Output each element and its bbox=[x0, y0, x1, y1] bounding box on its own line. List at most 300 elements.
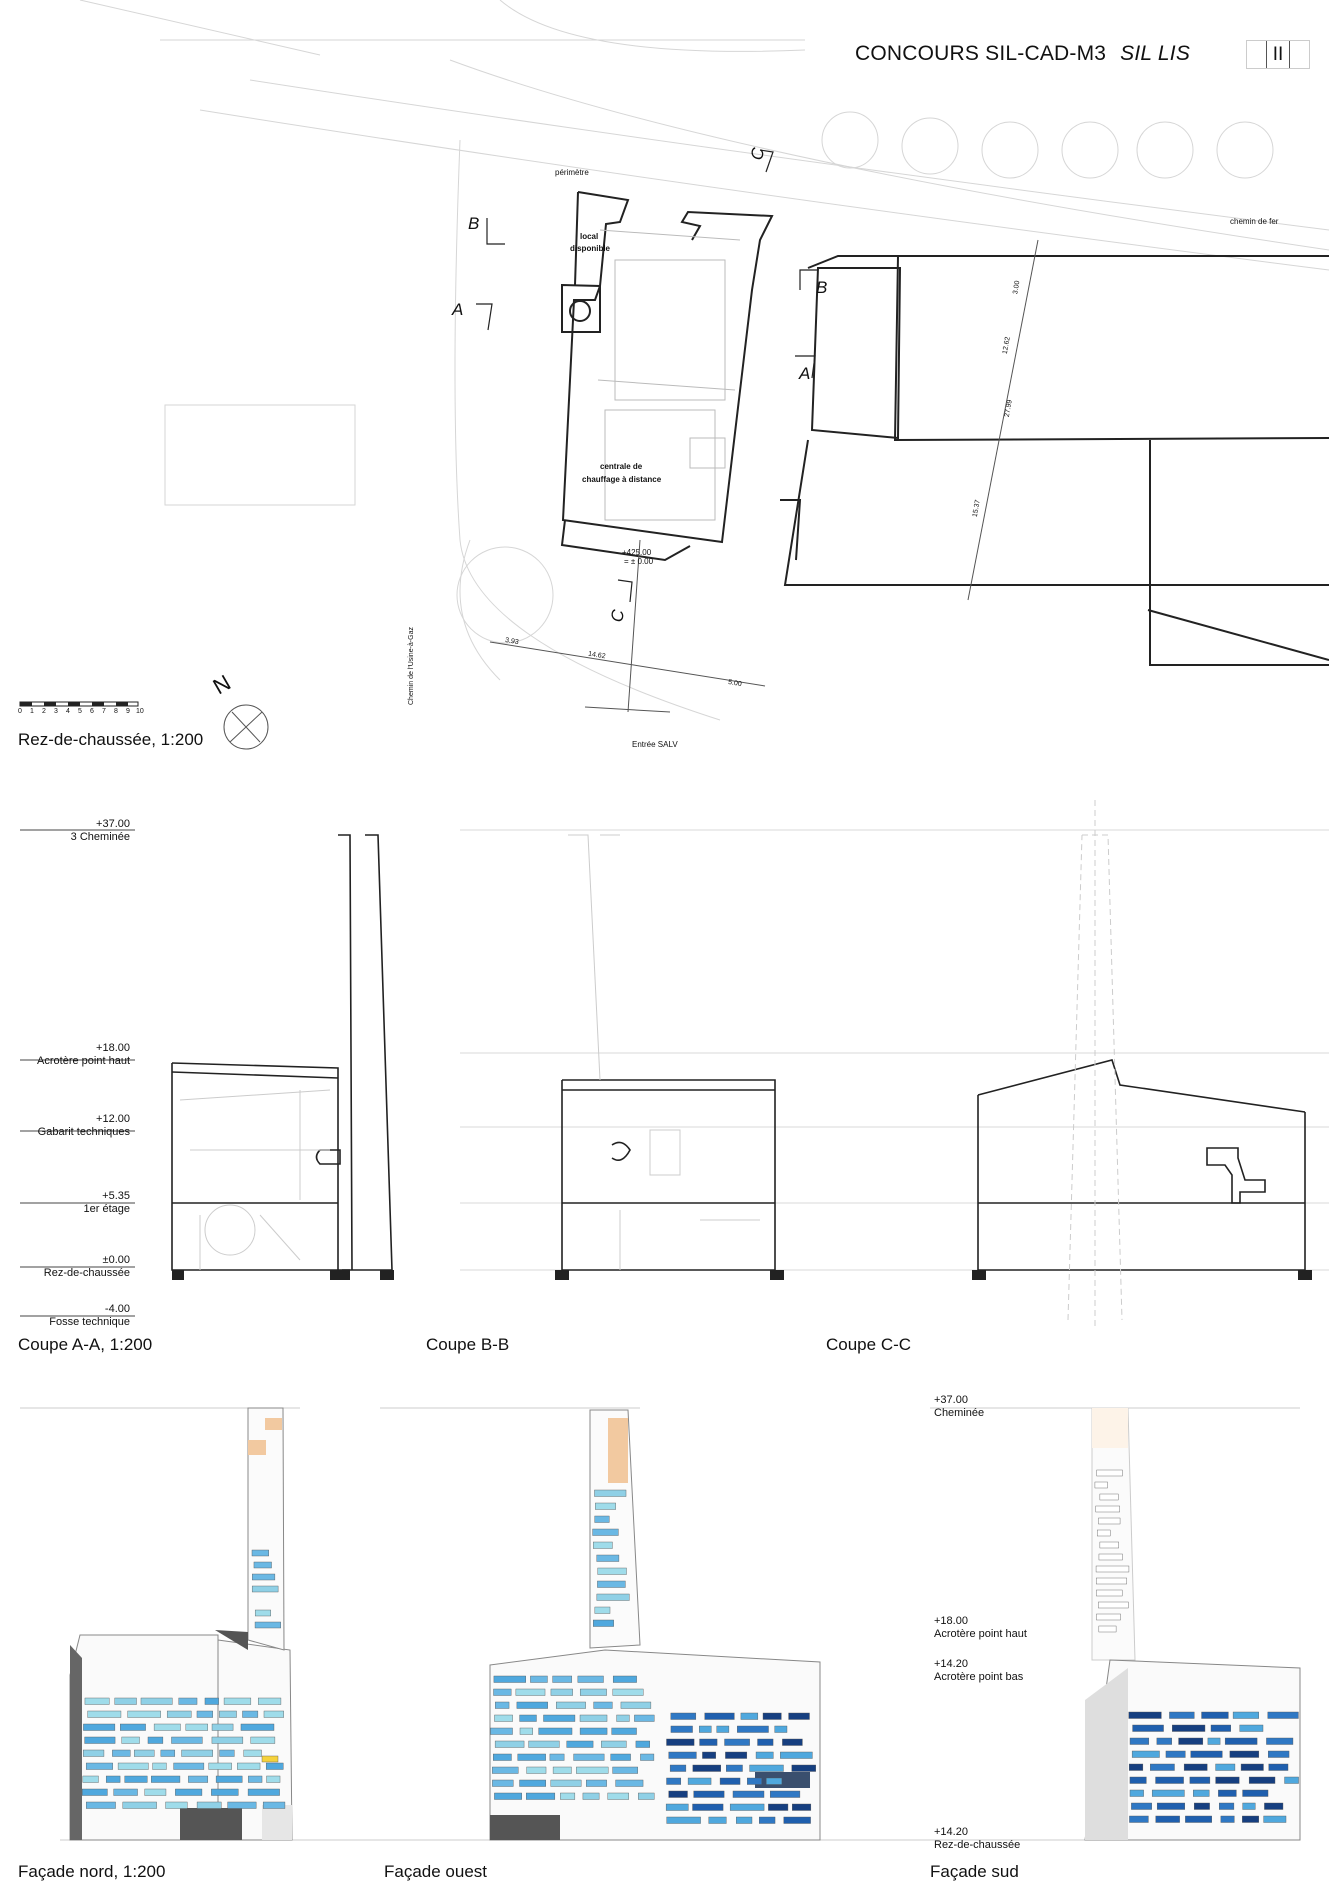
window bbox=[613, 1689, 643, 1696]
window bbox=[733, 1791, 764, 1798]
scale-tick: 8 bbox=[114, 708, 118, 715]
level-fosse: -4.00 Fosse technique bbox=[49, 1303, 130, 1328]
window bbox=[115, 1698, 137, 1705]
window bbox=[1129, 1712, 1162, 1719]
window bbox=[576, 1767, 608, 1774]
window bbox=[1132, 1751, 1159, 1758]
window bbox=[671, 1713, 696, 1720]
window bbox=[86, 1763, 113, 1770]
window bbox=[551, 1689, 573, 1696]
window bbox=[197, 1802, 221, 1809]
window bbox=[1211, 1725, 1231, 1732]
window bbox=[255, 1622, 281, 1628]
plan-caption: Rez-de-chaussée, 1:200 bbox=[18, 730, 204, 749]
window bbox=[106, 1776, 120, 1783]
window bbox=[636, 1741, 650, 1748]
window bbox=[1194, 1803, 1209, 1810]
window bbox=[83, 1750, 104, 1757]
window bbox=[601, 1741, 626, 1748]
window bbox=[717, 1726, 729, 1733]
window bbox=[212, 1724, 233, 1731]
window bbox=[492, 1780, 513, 1787]
window bbox=[526, 1793, 555, 1800]
dim-5-00: 5.00 bbox=[727, 678, 743, 689]
label-altitude-zero: = ± 0.00 bbox=[624, 557, 654, 566]
window bbox=[86, 1802, 115, 1809]
label-chemin-usine: Chemin de l'Usine-à-Gaz bbox=[408, 627, 415, 705]
window bbox=[586, 1780, 606, 1787]
section-cc-drawing bbox=[978, 1060, 1305, 1270]
scale-bar-labels bbox=[18, 708, 148, 718]
window bbox=[613, 1676, 636, 1683]
scale-tick: 2 bbox=[42, 708, 46, 715]
dimension-lines bbox=[490, 240, 1038, 712]
window bbox=[595, 1503, 615, 1510]
window bbox=[1100, 1542, 1119, 1548]
window bbox=[789, 1713, 810, 1720]
window bbox=[726, 1765, 742, 1772]
window bbox=[1264, 1803, 1283, 1810]
project-name: SIL LIS bbox=[1120, 42, 1191, 65]
window bbox=[780, 1752, 812, 1759]
window bbox=[1157, 1738, 1172, 1745]
label-altitude: +425.00 bbox=[622, 548, 652, 557]
window bbox=[518, 1754, 546, 1761]
window bbox=[1095, 1482, 1108, 1488]
window bbox=[1156, 1816, 1180, 1823]
window bbox=[1130, 1738, 1149, 1745]
window bbox=[1264, 1816, 1286, 1823]
window bbox=[741, 1713, 758, 1720]
window bbox=[594, 1490, 626, 1497]
window bbox=[725, 1739, 750, 1746]
north-label: N bbox=[208, 669, 235, 700]
dim-15-37: 15.37 bbox=[971, 499, 982, 518]
window bbox=[611, 1754, 631, 1761]
window bbox=[1097, 1530, 1110, 1536]
window bbox=[759, 1817, 775, 1824]
window bbox=[83, 1776, 99, 1783]
window bbox=[1129, 1764, 1143, 1771]
window bbox=[145, 1789, 166, 1796]
window bbox=[669, 1791, 688, 1798]
window bbox=[1179, 1738, 1203, 1745]
window bbox=[1230, 1751, 1259, 1758]
window bbox=[1243, 1803, 1256, 1810]
window bbox=[82, 1789, 107, 1796]
window bbox=[188, 1776, 207, 1783]
window bbox=[242, 1711, 257, 1718]
window bbox=[166, 1802, 188, 1809]
window bbox=[709, 1817, 727, 1824]
window bbox=[490, 1728, 512, 1735]
window bbox=[593, 1542, 612, 1549]
window bbox=[693, 1804, 724, 1811]
dim-12-62: 12.62 bbox=[1001, 336, 1012, 355]
window bbox=[1218, 1790, 1236, 1797]
facade-level-acrotere-haut: +18.00 Acrotère point haut bbox=[934, 1615, 1027, 1640]
window bbox=[1185, 1816, 1211, 1823]
window bbox=[1221, 1816, 1234, 1823]
window bbox=[550, 1754, 564, 1761]
window bbox=[251, 1737, 275, 1744]
window bbox=[580, 1715, 607, 1722]
facade-level-rez: +14.20 Rez-de-chaussée bbox=[934, 1826, 1021, 1851]
window bbox=[775, 1726, 787, 1733]
window bbox=[237, 1763, 260, 1770]
window bbox=[492, 1767, 518, 1774]
window bbox=[211, 1789, 238, 1796]
window bbox=[495, 1741, 524, 1748]
window bbox=[520, 1728, 533, 1735]
window bbox=[228, 1802, 257, 1809]
site-context-lines bbox=[80, 0, 1329, 720]
window bbox=[1172, 1725, 1205, 1732]
window bbox=[88, 1711, 121, 1718]
window bbox=[254, 1562, 272, 1568]
window bbox=[670, 1765, 686, 1772]
level-guides bbox=[460, 830, 1329, 1270]
window bbox=[612, 1728, 637, 1735]
scale-tick: 5 bbox=[78, 708, 82, 715]
scale-tick: 3 bbox=[54, 708, 58, 715]
window bbox=[617, 1715, 630, 1722]
window bbox=[494, 1689, 512, 1696]
window bbox=[693, 1765, 721, 1772]
window bbox=[527, 1767, 546, 1774]
window bbox=[216, 1776, 242, 1783]
window bbox=[174, 1763, 204, 1770]
window bbox=[768, 1804, 788, 1811]
window bbox=[1233, 1712, 1259, 1719]
window bbox=[1241, 1764, 1263, 1771]
window bbox=[782, 1739, 802, 1746]
window bbox=[85, 1698, 109, 1705]
window bbox=[595, 1516, 610, 1523]
window bbox=[621, 1702, 651, 1709]
caption-coupe-bb: Coupe B-B bbox=[426, 1335, 510, 1354]
window bbox=[638, 1793, 654, 1800]
scale-tick: 7 bbox=[102, 708, 106, 715]
window bbox=[1249, 1777, 1275, 1784]
window bbox=[1152, 1790, 1184, 1797]
level-lines bbox=[20, 830, 135, 1316]
caption-coupe-cc: Coupe C-C bbox=[826, 1335, 912, 1354]
section-cc-footings bbox=[972, 1270, 1312, 1280]
window bbox=[1096, 1614, 1120, 1620]
window bbox=[560, 1793, 574, 1800]
window bbox=[1098, 1602, 1128, 1608]
window bbox=[241, 1724, 274, 1731]
section-mark-c-north: C bbox=[747, 146, 768, 162]
dim-3-93: 3.93 bbox=[504, 636, 520, 647]
window bbox=[258, 1698, 281, 1705]
window bbox=[175, 1789, 202, 1796]
window bbox=[580, 1689, 606, 1696]
window bbox=[520, 1780, 546, 1787]
window bbox=[553, 1767, 571, 1774]
window bbox=[182, 1750, 213, 1757]
window bbox=[1099, 1554, 1122, 1560]
section-aa-interior bbox=[180, 1090, 330, 1270]
window bbox=[123, 1802, 157, 1809]
window bbox=[1193, 1790, 1209, 1797]
window bbox=[1184, 1764, 1207, 1771]
window bbox=[219, 1711, 236, 1718]
level-1er-etage: +5.35 1er étage bbox=[83, 1190, 130, 1215]
level-acrotere: +18.00 Acrotère point haut bbox=[37, 1042, 130, 1067]
window bbox=[85, 1737, 115, 1744]
north-arrow bbox=[224, 705, 268, 749]
section-mark-c-south: C bbox=[607, 608, 628, 624]
facade-ouest-drawing bbox=[490, 1410, 820, 1840]
window bbox=[544, 1715, 575, 1722]
window bbox=[725, 1752, 746, 1759]
window bbox=[1130, 1777, 1146, 1784]
window bbox=[756, 1752, 773, 1759]
level-cheminee: +37.00 3 Cheminée bbox=[70, 818, 130, 843]
window bbox=[516, 1689, 545, 1696]
window bbox=[580, 1728, 607, 1735]
window bbox=[252, 1574, 275, 1580]
window bbox=[495, 1702, 509, 1709]
scale-tick: 4 bbox=[66, 708, 70, 715]
window bbox=[1242, 1816, 1258, 1823]
window bbox=[640, 1754, 653, 1761]
window bbox=[1099, 1626, 1116, 1632]
label-perimetre: périmètre bbox=[555, 168, 589, 177]
window bbox=[171, 1737, 202, 1744]
caption-facade-nord: Façade nord, 1:200 bbox=[18, 1862, 166, 1881]
window bbox=[700, 1739, 718, 1746]
section-bb-footings bbox=[555, 1270, 784, 1280]
window bbox=[212, 1737, 243, 1744]
section-mark-b-east: B bbox=[816, 278, 828, 297]
window bbox=[255, 1610, 271, 1616]
window bbox=[699, 1726, 711, 1733]
section-aa-footings bbox=[172, 1270, 394, 1280]
facade-level-cheminee: +37.00 Cheminée bbox=[934, 1394, 985, 1419]
scale-tick: 10 bbox=[136, 708, 144, 715]
window bbox=[720, 1778, 740, 1785]
window bbox=[539, 1728, 572, 1735]
window bbox=[792, 1765, 816, 1772]
window bbox=[520, 1715, 537, 1722]
section-mark-a-west: A bbox=[452, 300, 464, 319]
window bbox=[1156, 1777, 1184, 1784]
window bbox=[220, 1750, 235, 1757]
scale-tick: 0 bbox=[18, 708, 22, 715]
window bbox=[593, 1620, 613, 1627]
window bbox=[1097, 1470, 1123, 1476]
window bbox=[262, 1756, 278, 1762]
window bbox=[151, 1776, 180, 1783]
window bbox=[179, 1698, 197, 1705]
window bbox=[578, 1676, 604, 1683]
window bbox=[770, 1791, 800, 1798]
window bbox=[120, 1724, 145, 1731]
window bbox=[112, 1750, 130, 1757]
window bbox=[1268, 1751, 1289, 1758]
window bbox=[1269, 1764, 1288, 1771]
label-entree: Entrée SALV bbox=[632, 740, 678, 749]
window bbox=[209, 1763, 232, 1770]
window bbox=[141, 1698, 172, 1705]
window bbox=[244, 1750, 262, 1757]
scale-tick: 9 bbox=[126, 708, 130, 715]
window bbox=[598, 1568, 627, 1575]
caption-facade-ouest: Façade ouest bbox=[384, 1862, 488, 1881]
window bbox=[766, 1778, 782, 1785]
window bbox=[1096, 1578, 1126, 1584]
window bbox=[556, 1702, 585, 1709]
window bbox=[736, 1817, 752, 1824]
window bbox=[1208, 1738, 1220, 1745]
window bbox=[252, 1586, 278, 1592]
window bbox=[574, 1754, 605, 1761]
window bbox=[248, 1776, 262, 1783]
facade-level-acrotere-bas: +14.20 Acrotère point bas bbox=[934, 1658, 1024, 1683]
level-gabarit: +12.00 Gabarit techniques bbox=[37, 1113, 130, 1138]
window bbox=[667, 1739, 695, 1746]
window bbox=[529, 1741, 560, 1748]
window bbox=[494, 1715, 512, 1722]
dim-14-62: 14.62 bbox=[587, 650, 606, 661]
label-centrale: centrale de bbox=[600, 462, 643, 471]
window bbox=[134, 1750, 154, 1757]
dim-27-99: 27.99 bbox=[1003, 399, 1014, 418]
window bbox=[167, 1711, 191, 1718]
window bbox=[705, 1713, 735, 1720]
page-number: II bbox=[1266, 41, 1290, 68]
window bbox=[493, 1754, 511, 1761]
window bbox=[83, 1724, 114, 1731]
window bbox=[1285, 1777, 1299, 1784]
window bbox=[784, 1817, 811, 1824]
window bbox=[1129, 1816, 1148, 1823]
window bbox=[583, 1793, 599, 1800]
window bbox=[1096, 1506, 1120, 1512]
window bbox=[197, 1711, 213, 1718]
label-local: local bbox=[580, 232, 599, 241]
window bbox=[763, 1713, 781, 1720]
window bbox=[553, 1676, 572, 1683]
label-chemin-de-fer: chemin de fer bbox=[1230, 217, 1279, 226]
window bbox=[597, 1555, 619, 1562]
window bbox=[1243, 1790, 1268, 1797]
window bbox=[263, 1802, 285, 1809]
section-mark-a-east: A bbox=[799, 364, 811, 383]
window bbox=[1268, 1712, 1299, 1719]
caption-coupe-aa: Coupe A-A, 1:200 bbox=[18, 1335, 153, 1354]
dim-3-00: 3.00 bbox=[1012, 280, 1022, 295]
window bbox=[1202, 1712, 1229, 1719]
window bbox=[1190, 1777, 1210, 1784]
window bbox=[730, 1804, 764, 1811]
window bbox=[248, 1789, 279, 1796]
window bbox=[125, 1776, 148, 1783]
caption-facade-sud: Façade sud bbox=[930, 1862, 1019, 1881]
window bbox=[1096, 1590, 1122, 1596]
window bbox=[594, 1702, 613, 1709]
window bbox=[118, 1763, 148, 1770]
window bbox=[1100, 1494, 1118, 1500]
window bbox=[593, 1529, 619, 1536]
label-chauffage: chauffage à distance bbox=[582, 475, 662, 484]
window bbox=[1225, 1738, 1257, 1745]
competition-title: CONCOURS SIL-CAD-M3 bbox=[855, 42, 1107, 65]
window bbox=[551, 1780, 581, 1787]
window bbox=[1133, 1725, 1164, 1732]
window bbox=[224, 1698, 251, 1705]
window bbox=[1191, 1751, 1223, 1758]
window bbox=[702, 1752, 715, 1759]
window bbox=[128, 1711, 161, 1718]
window bbox=[1150, 1764, 1174, 1771]
window bbox=[161, 1750, 175, 1757]
window bbox=[153, 1763, 167, 1770]
section-mark-b-west: B bbox=[468, 214, 480, 233]
window bbox=[667, 1817, 701, 1824]
window bbox=[1131, 1803, 1151, 1810]
window bbox=[747, 1778, 761, 1785]
window bbox=[148, 1737, 163, 1744]
window bbox=[1266, 1738, 1293, 1745]
window bbox=[122, 1737, 140, 1744]
scale-bar bbox=[20, 702, 138, 706]
window bbox=[205, 1698, 219, 1705]
window bbox=[1166, 1751, 1185, 1758]
window bbox=[1216, 1777, 1240, 1784]
window bbox=[750, 1765, 784, 1772]
window bbox=[595, 1607, 610, 1614]
window bbox=[1130, 1790, 1144, 1797]
window bbox=[1240, 1725, 1263, 1732]
window bbox=[1216, 1764, 1235, 1771]
window bbox=[666, 1804, 688, 1811]
window bbox=[608, 1793, 629, 1800]
scale-tick: 1 bbox=[30, 708, 34, 715]
window bbox=[792, 1804, 811, 1811]
window bbox=[758, 1739, 774, 1746]
window bbox=[266, 1763, 283, 1770]
window bbox=[597, 1581, 625, 1588]
window bbox=[671, 1726, 693, 1733]
window bbox=[667, 1778, 681, 1785]
window bbox=[1219, 1803, 1234, 1810]
window bbox=[669, 1752, 697, 1759]
window bbox=[267, 1776, 281, 1783]
window bbox=[1157, 1803, 1185, 1810]
window bbox=[634, 1715, 654, 1722]
window bbox=[114, 1789, 138, 1796]
window bbox=[688, 1778, 711, 1785]
window bbox=[597, 1594, 629, 1601]
window bbox=[530, 1676, 547, 1683]
window bbox=[186, 1724, 208, 1731]
window bbox=[252, 1550, 269, 1556]
window bbox=[1098, 1518, 1120, 1524]
level-rez: ±0.00 Rez-de-chaussée bbox=[43, 1254, 130, 1279]
window bbox=[616, 1780, 643, 1787]
section-aa-drawing bbox=[172, 835, 392, 1270]
window bbox=[264, 1711, 284, 1718]
label-disponible: disponible bbox=[570, 244, 610, 253]
window bbox=[494, 1676, 526, 1683]
window bbox=[517, 1702, 548, 1709]
section-markers bbox=[476, 150, 818, 602]
window bbox=[494, 1793, 521, 1800]
